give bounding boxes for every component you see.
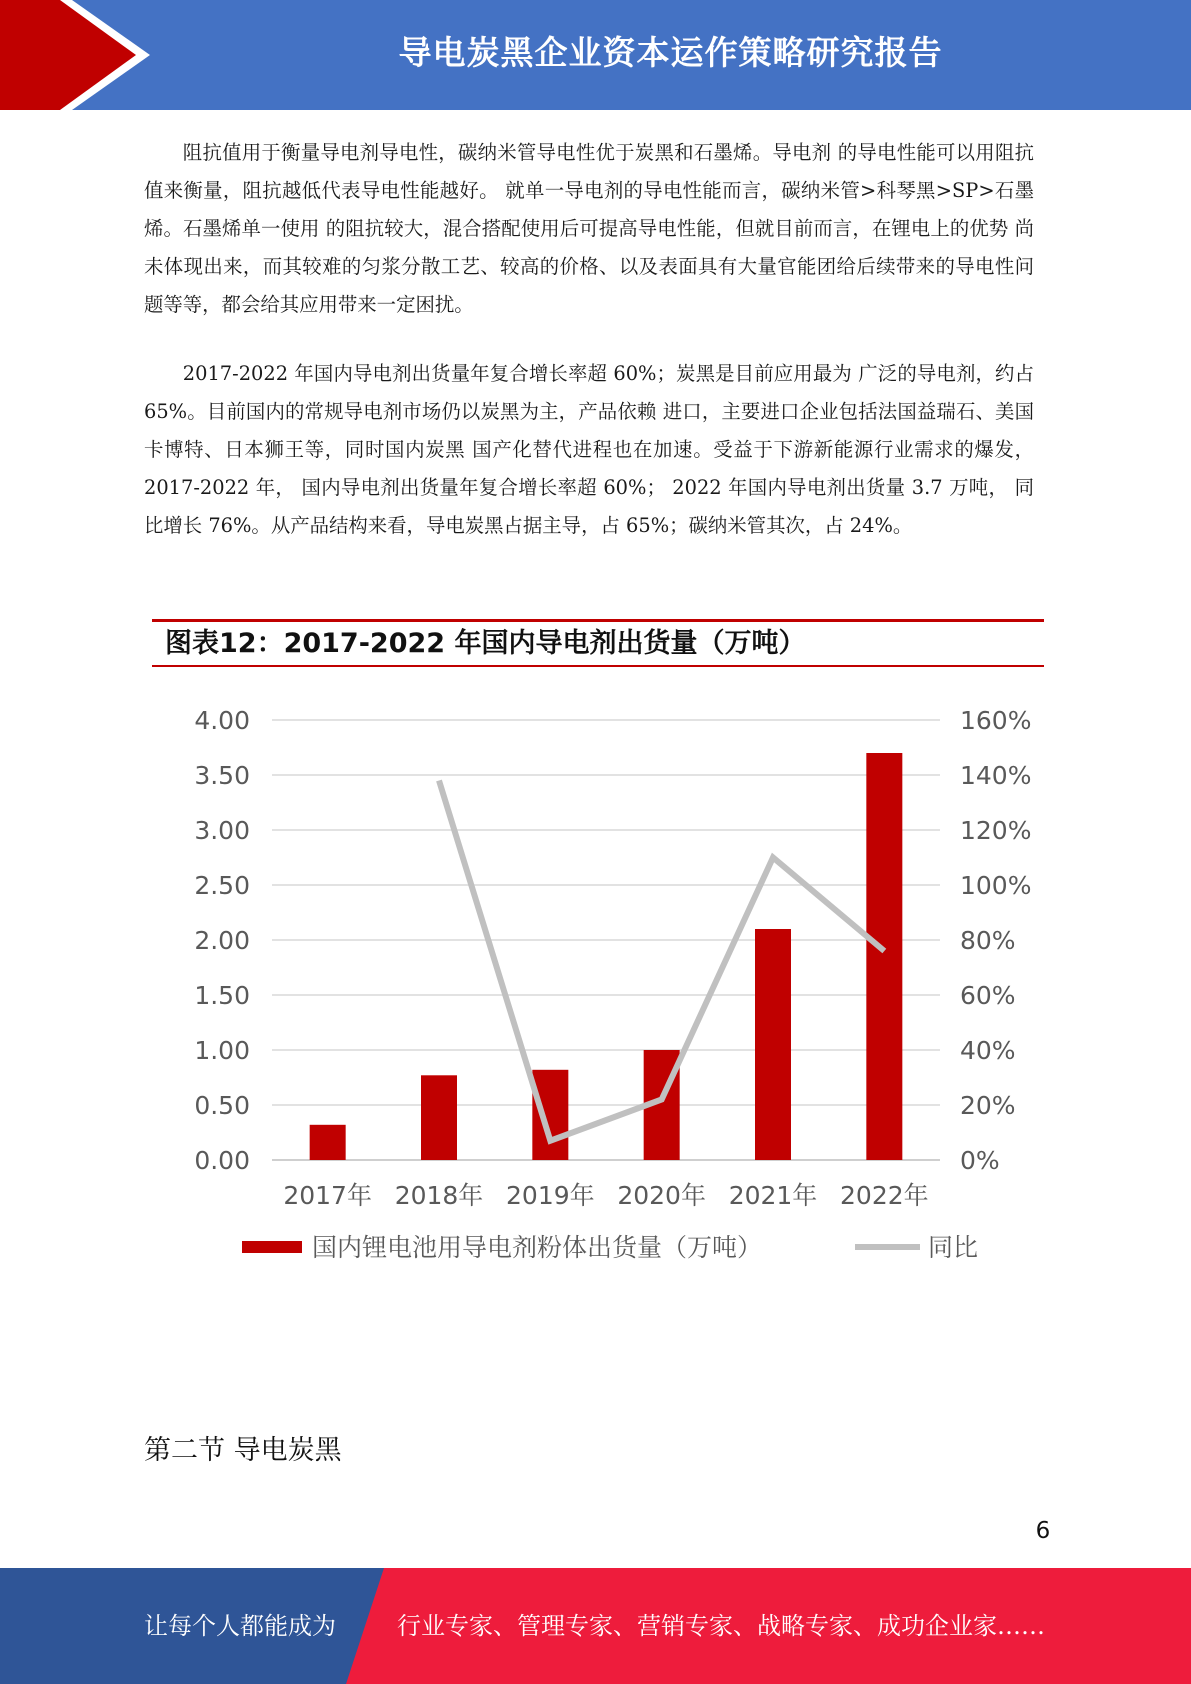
bar — [421, 1075, 457, 1160]
y-right-tick-label: 0% — [960, 1146, 1000, 1175]
footer-bar — [0, 1568, 1191, 1684]
paragraph-impedance: 阻抗值用于衡量导电剂导电性，碳纳米管导电性优于炭黑和石墨烯。导电剂 的导电性能可以用阻抗值来衡量，阻抗越低代表导电性能越好。 就单一导电剂的导电性能而言，碳纳米管>科琴黑>SP>石墨烯。石墨烯单一使用 的阻抗较大，混合搭配使用后可提高导电性能，但就目前而言，在锂电上的优势 尚未体现出来，而其较难的匀浆分散工艺、较高的价格、以及表面具有大量官能团给后续带来的导电性问题等等，都会给其应用带来一定困扰。 — [144, 141, 1034, 316]
y-left-tick-label: 0.00 — [194, 1146, 250, 1175]
legend-swatch-bar — [242, 1241, 302, 1253]
y-left-tick-label: 2.50 — [194, 871, 250, 900]
y-left-tick-label: 3.50 — [194, 761, 250, 790]
y-right-tick-label: 60% — [960, 981, 1016, 1010]
report-title: 导电炭黑企业资本运作策略研究报告 — [398, 33, 943, 72]
page-number: 6 — [1035, 1518, 1051, 1544]
y-left-tick-label: 1.50 — [194, 981, 250, 1010]
paragraph-shipments: 2017-2022 年国内导电剂出货量年复合增长率超 60%；炭黑是目前应用最为 广泛的导电剂，约占 65%。目前国内的常规导电剂市场仍以炭黑为主，产品依赖 进口，主要进口企业包括法国益瑞石、美国卡博特、日本狮王等，同时国内炭黑 国产化替代进程也在加速。受益于下游新能源行业需求的爆发，2017-2022 年， 国内导电剂出货量年复合增长率超 60%； 2022 年国内导电剂出货量 3.7 万吨， 同比增长 76%。从产品结构来看，导电炭黑占据主导，占 65%；碳纳米管其次，占 24%。 — [144, 362, 1034, 537]
legend-label-line: 同比 — [928, 1233, 979, 1262]
bar — [310, 1125, 346, 1160]
header-chevron-graphic — [0, 0, 160, 110]
y-left-tick-label: 0.50 — [194, 1091, 250, 1120]
x-tick-label: 2021年 — [728, 1181, 818, 1210]
x-tick-label: 2022年 — [840, 1181, 929, 1210]
figure-title: 图表12：2017-2022 年国内导电剂出货量（万吨） — [165, 628, 806, 659]
x-tick-label: 2020年 — [617, 1181, 706, 1210]
y-right-tick-label: 140% — [960, 761, 1032, 790]
x-tick-label: 2017年 — [283, 1181, 372, 1210]
y-right-tick-label: 20% — [960, 1091, 1016, 1120]
y-right-tick-label: 80% — [960, 926, 1016, 955]
bar — [866, 753, 902, 1160]
y-left-tick-label: 1.00 — [194, 1036, 250, 1065]
footer-slogan-left: 让每个人都能成为 — [144, 1612, 336, 1640]
x-tick-label: 2019年 — [506, 1181, 595, 1210]
figure-rule-bottom — [152, 665, 1044, 667]
y-right-tick-label: 120% — [960, 816, 1032, 845]
y-right-tick-label: 160% — [960, 706, 1032, 735]
y-left-tick-label: 4.00 — [194, 706, 250, 735]
section-title: 第二节 导电炭黑 — [144, 1435, 342, 1466]
header-bar — [0, 0, 1191, 110]
x-tick-label: 2018年 — [394, 1181, 484, 1210]
shipments-chart — [150, 680, 1050, 1280]
footer-slogan-right: 行业专家、管理专家、营销专家、战略专家、成功企业家…… — [397, 1612, 1045, 1640]
y-left-tick-label: 2.00 — [194, 926, 250, 955]
y-left-tick-label: 3.00 — [194, 816, 250, 845]
bar — [532, 1070, 568, 1160]
y-right-tick-label: 40% — [960, 1036, 1016, 1065]
bar — [755, 929, 791, 1160]
y-right-tick-label: 100% — [960, 871, 1032, 900]
legend-label-bar: 国内锂电池用导电剂粉体出货量（万吨） — [312, 1233, 763, 1262]
